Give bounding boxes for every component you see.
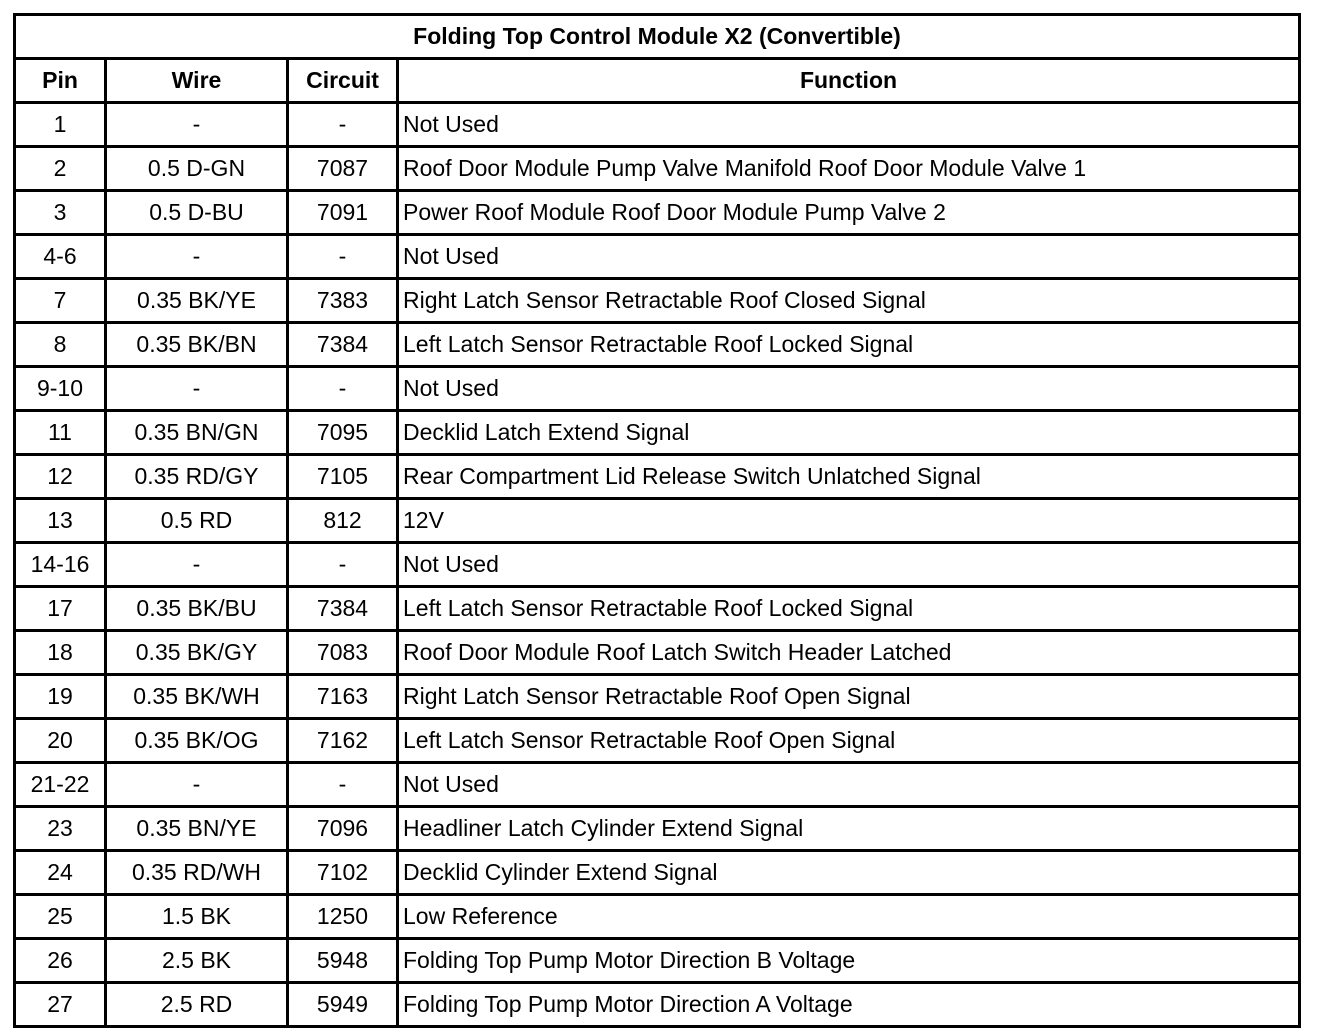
cell-function: Not Used — [398, 763, 1300, 807]
cell-wire: - — [106, 367, 288, 411]
cell-circuit: 1250 — [288, 895, 398, 939]
table-row — [15, 103, 1300, 147]
cell-circuit: - — [288, 103, 398, 147]
cell-function: Left Latch Sensor Retractable Roof Locked Signal — [398, 323, 1300, 367]
cell-circuit: 7096 — [288, 807, 398, 851]
cell-pin: 2 — [15, 147, 106, 191]
table-row — [15, 631, 1300, 675]
cell-function: Not Used — [398, 543, 1300, 587]
cell-circuit: 7102 — [288, 851, 398, 895]
cell-pin: 25 — [15, 895, 106, 939]
cell-wire: 0.5 D-BU — [106, 191, 288, 235]
cell-function: Not Used — [398, 235, 1300, 279]
cell-circuit: 7083 — [288, 631, 398, 675]
cell-pin: 8 — [15, 323, 106, 367]
cell-wire: 1.5 BK — [106, 895, 288, 939]
cell-pin: 24 — [15, 851, 106, 895]
cell-function: Low Reference — [398, 895, 1300, 939]
cell-function: 12V — [398, 499, 1300, 543]
cell-pin: 7 — [15, 279, 106, 323]
table-row — [15, 235, 1300, 279]
cell-wire: - — [106, 103, 288, 147]
cell-circuit: 7384 — [288, 323, 398, 367]
table-row — [15, 191, 1300, 235]
cell-pin: 11 — [15, 411, 106, 455]
cell-wire: - — [106, 235, 288, 279]
cell-function: Rear Compartment Lid Release Switch Unlatched Signal — [398, 455, 1300, 499]
table-row — [15, 807, 1300, 851]
cell-pin: 19 — [15, 675, 106, 719]
cell-pin: 17 — [15, 587, 106, 631]
table-row — [15, 499, 1300, 543]
table-row — [15, 675, 1300, 719]
table-title-row — [15, 15, 1300, 59]
cell-wire: - — [106, 543, 288, 587]
table-row — [15, 851, 1300, 895]
cell-circuit: 7105 — [288, 455, 398, 499]
table-title: Folding Top Control Module X2 (Convertible) — [15, 15, 1300, 59]
cell-circuit: 5949 — [288, 983, 398, 1027]
table-row — [15, 983, 1300, 1027]
cell-function: Left Latch Sensor Retractable Roof Open Signal — [398, 719, 1300, 763]
cell-wire: 0.35 BK/BN — [106, 323, 288, 367]
cell-pin: 23 — [15, 807, 106, 851]
table-row — [15, 147, 1300, 191]
cell-circuit: 7087 — [288, 147, 398, 191]
cell-pin: 13 — [15, 499, 106, 543]
cell-function: Roof Door Module Roof Latch Switch Header Latched — [398, 631, 1300, 675]
cell-circuit: 7091 — [288, 191, 398, 235]
cell-pin: 18 — [15, 631, 106, 675]
cell-wire: 0.35 BK/GY — [106, 631, 288, 675]
cell-circuit: - — [288, 235, 398, 279]
cell-wire: 0.35 BK/OG — [106, 719, 288, 763]
cell-function: Headliner Latch Cylinder Extend Signal — [398, 807, 1300, 851]
cell-function: Roof Door Module Pump Valve Manifold Roof Door Module Valve 1 — [398, 147, 1300, 191]
table-row — [15, 587, 1300, 631]
cell-pin: 20 — [15, 719, 106, 763]
cell-wire: 0.35 BN/YE — [106, 807, 288, 851]
cell-function: Not Used — [398, 103, 1300, 147]
table-row — [15, 763, 1300, 807]
table-row — [15, 543, 1300, 587]
cell-wire: 0.35 BN/GN — [106, 411, 288, 455]
cell-function: Not Used — [398, 367, 1300, 411]
cell-wire: 0.35 BK/BU — [106, 587, 288, 631]
cell-circuit: - — [288, 763, 398, 807]
cell-wire: 0.35 BK/YE — [106, 279, 288, 323]
cell-pin: 4-6 — [15, 235, 106, 279]
cell-function: Folding Top Pump Motor Direction B Voltage — [398, 939, 1300, 983]
cell-function: Right Latch Sensor Retractable Roof Closed Signal — [398, 279, 1300, 323]
cell-circuit: 7384 — [288, 587, 398, 631]
cell-function: Decklid Latch Extend Signal — [398, 411, 1300, 455]
table-row — [15, 895, 1300, 939]
connector-pinout-table — [13, 13, 1301, 1028]
cell-circuit: - — [288, 367, 398, 411]
header-pin: Pin — [15, 59, 106, 103]
cell-wire: 2.5 RD — [106, 983, 288, 1027]
header-wire: Wire — [106, 59, 288, 103]
cell-function: Left Latch Sensor Retractable Roof Locked Signal — [398, 587, 1300, 631]
table-row — [15, 279, 1300, 323]
table-row — [15, 367, 1300, 411]
cell-function: Power Roof Module Roof Door Module Pump Valve 2 — [398, 191, 1300, 235]
cell-wire: - — [106, 763, 288, 807]
table-header-row — [15, 59, 1300, 103]
cell-wire: 2.5 BK — [106, 939, 288, 983]
cell-wire: 0.35 RD/WH — [106, 851, 288, 895]
cell-pin: 27 — [15, 983, 106, 1027]
cell-function: Right Latch Sensor Retractable Roof Open Signal — [398, 675, 1300, 719]
cell-pin: 14-16 — [15, 543, 106, 587]
header-circuit: Circuit — [288, 59, 398, 103]
cell-wire: 0.5 RD — [106, 499, 288, 543]
cell-function: Folding Top Pump Motor Direction A Voltage — [398, 983, 1300, 1027]
table-row — [15, 719, 1300, 763]
cell-circuit: 7383 — [288, 279, 398, 323]
cell-circuit: 812 — [288, 499, 398, 543]
cell-pin: 12 — [15, 455, 106, 499]
cell-pin: 9-10 — [15, 367, 106, 411]
table-row — [15, 411, 1300, 455]
cell-wire: 0.35 BK/WH — [106, 675, 288, 719]
cell-pin: 1 — [15, 103, 106, 147]
cell-wire: 0.5 D-GN — [106, 147, 288, 191]
cell-circuit: 7163 — [288, 675, 398, 719]
cell-wire: 0.35 RD/GY — [106, 455, 288, 499]
cell-pin: 3 — [15, 191, 106, 235]
cell-circuit: 5948 — [288, 939, 398, 983]
header-function: Function — [398, 59, 1300, 103]
table-body — [15, 103, 1300, 1027]
cell-pin: 21-22 — [15, 763, 106, 807]
cell-function: Decklid Cylinder Extend Signal — [398, 851, 1300, 895]
table-row — [15, 455, 1300, 499]
cell-circuit: 7095 — [288, 411, 398, 455]
cell-circuit: 7162 — [288, 719, 398, 763]
cell-pin: 26 — [15, 939, 106, 983]
table-row — [15, 323, 1300, 367]
cell-circuit: - — [288, 543, 398, 587]
